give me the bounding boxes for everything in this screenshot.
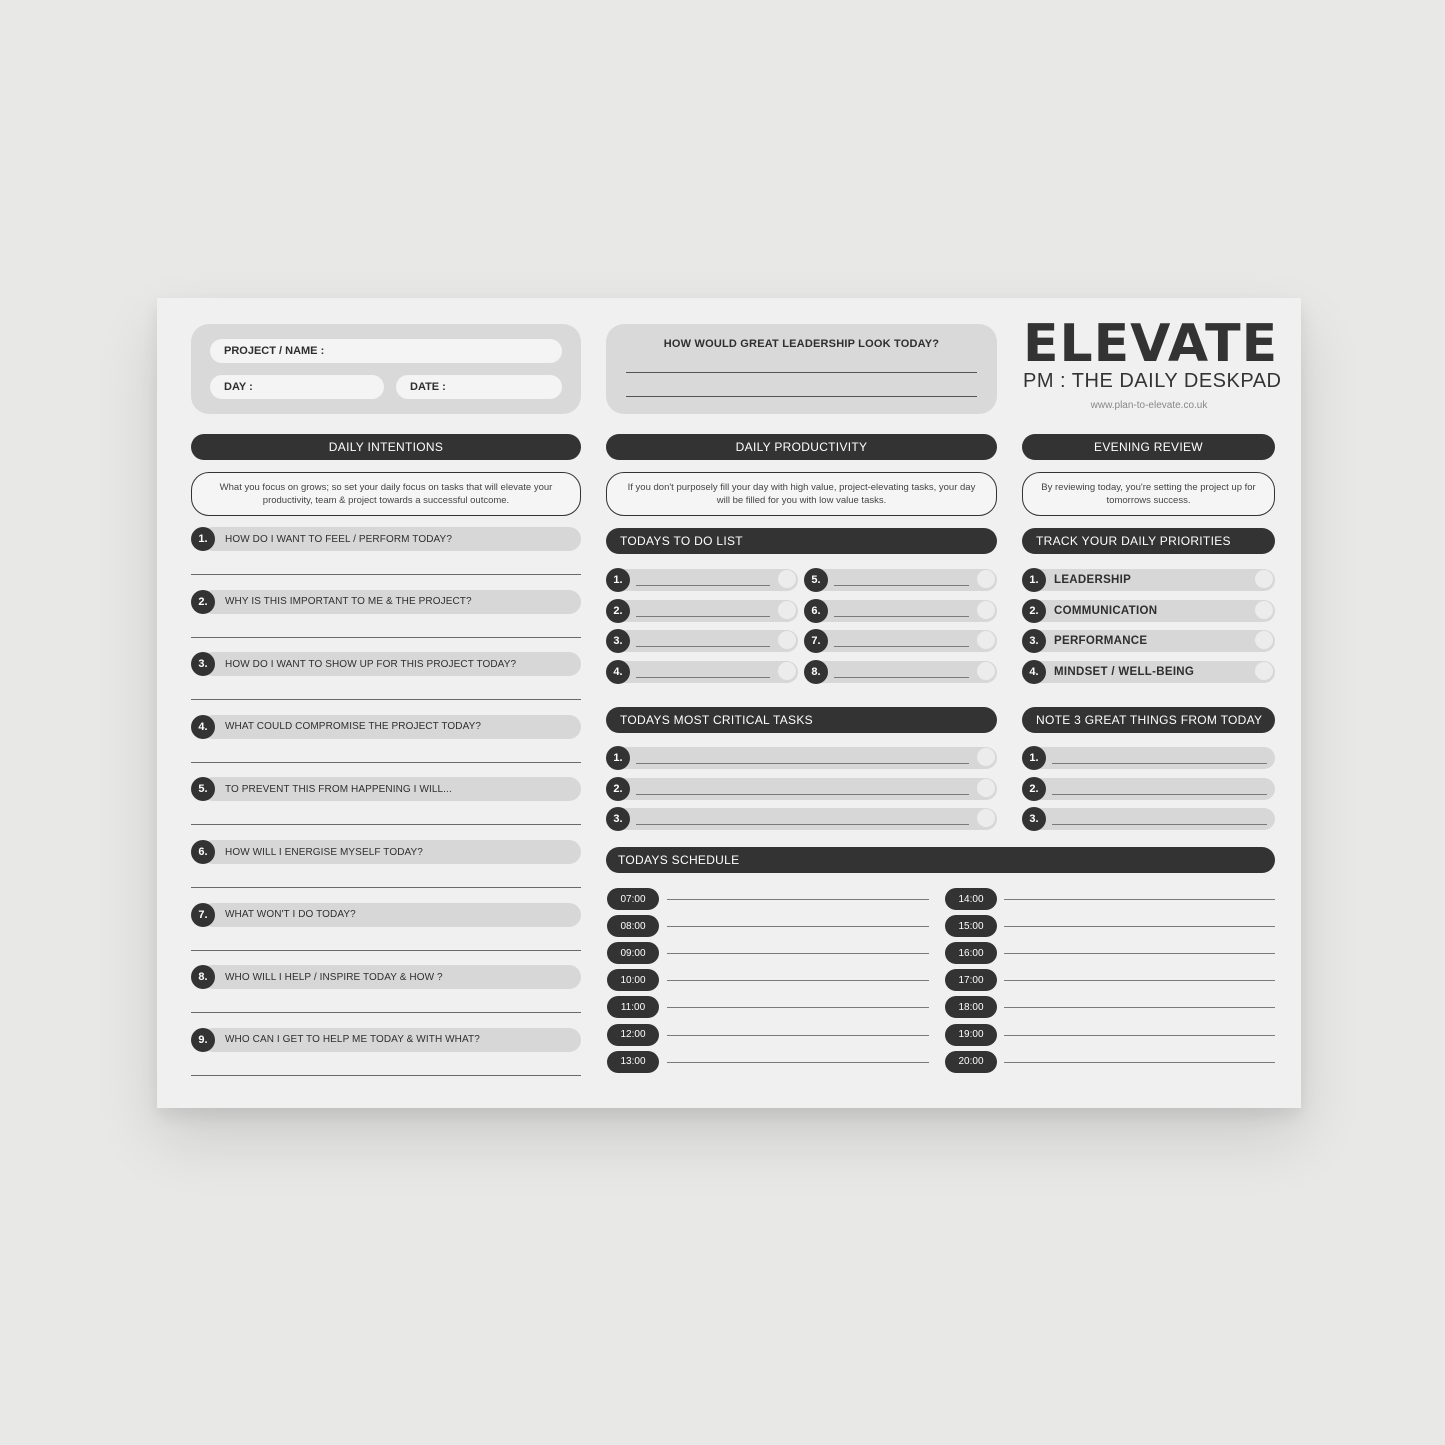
todo-item[interactable] — [606, 568, 798, 592]
priority-item-number: 1. — [1022, 568, 1046, 592]
schedule-line[interactable] — [1004, 1007, 1275, 1008]
checkbox-circle[interactable] — [977, 662, 995, 680]
schedule-line[interactable] — [667, 1007, 929, 1008]
todo-item-number: 3. — [606, 629, 630, 653]
intention-answer-line[interactable] — [191, 574, 581, 575]
schedule-time: 19:00 — [945, 1024, 997, 1046]
great-things-heading: NOTE 3 GREAT THINGS FROM TODAY — [1022, 707, 1275, 733]
brand-subtitle: PM : THE DAILY DESKPAD — [1023, 370, 1282, 392]
intention-number: 4. — [191, 715, 215, 739]
checkbox-circle[interactable] — [977, 748, 995, 766]
intention-question-text: WHO CAN I GET TO HELP ME TODAY & WITH WHAT? — [201, 1028, 581, 1052]
todo-item-number: 2. — [606, 599, 630, 623]
schedule-line[interactable] — [667, 1062, 929, 1063]
todo-item-bar — [812, 569, 997, 591]
todo-item-number: 7. — [804, 629, 828, 653]
critical-task-write-line[interactable] — [636, 824, 969, 825]
schedule-line[interactable] — [1004, 1062, 1275, 1063]
great-thing-write-line[interactable] — [1052, 824, 1267, 825]
date-label: DATE : — [410, 381, 446, 393]
todo-item[interactable] — [804, 660, 997, 684]
schedule-line[interactable] — [667, 926, 929, 927]
todo-item-write-line[interactable] — [636, 677, 770, 678]
checkbox-circle[interactable] — [977, 601, 995, 619]
todo-item[interactable] — [606, 599, 798, 623]
schedule-line[interactable] — [1004, 953, 1275, 954]
evening-review-heading: EVENING REVIEW — [1022, 434, 1275, 460]
critical-task[interactable] — [606, 777, 997, 801]
schedule-line[interactable] — [667, 980, 929, 981]
schedule-line[interactable] — [667, 899, 929, 900]
day-label: DAY : — [224, 381, 253, 393]
todo-item-write-line[interactable] — [636, 616, 770, 617]
great-thing-write-line[interactable] — [1052, 794, 1267, 795]
intention-question — [191, 1028, 581, 1052]
intention-question-text: TO PREVENT THIS FROM HAPPENING I WILL... — [201, 777, 581, 801]
intention-question — [191, 715, 581, 739]
schedule-line[interactable] — [1004, 980, 1275, 981]
intention-question-text: WHAT WON'T I DO TODAY? — [201, 903, 581, 927]
schedule-time: 20:00 — [945, 1051, 997, 1073]
todo-item[interactable] — [804, 568, 997, 592]
great-thing[interactable] — [1022, 746, 1275, 770]
todo-item-write-line[interactable] — [834, 616, 969, 617]
todo-item-write-line[interactable] — [834, 677, 969, 678]
critical-task-write-line[interactable] — [636, 763, 969, 764]
todo-item-number: 8. — [804, 660, 828, 684]
priority-item-label: PERFORMANCE — [1054, 635, 1148, 648]
todo-item-bar — [812, 661, 997, 683]
todo-item-number: 6. — [804, 599, 828, 623]
great-thing-bar — [1030, 808, 1275, 830]
intention-answer-line[interactable] — [191, 637, 581, 638]
daily-intentions-heading: DAILY INTENTIONS — [191, 434, 581, 460]
deskpad-sheet — [157, 298, 1301, 1108]
day-field[interactable] — [210, 375, 384, 399]
schedule-heading: TODAYS SCHEDULE — [606, 847, 1275, 873]
todo-item-bar — [812, 600, 997, 622]
todo-item[interactable] — [804, 629, 997, 653]
schedule-line[interactable] — [667, 953, 929, 954]
checkbox-circle[interactable] — [778, 662, 796, 680]
daily-productivity-heading: DAILY PRODUCTIVITY — [606, 434, 997, 460]
priority-item-label: COMMUNICATION — [1054, 604, 1158, 617]
checkbox-circle[interactable] — [1255, 601, 1273, 619]
intention-number: 5. — [191, 777, 215, 801]
productivity-note-text: If you don't purposely fill your day with high value, project-elevating tasks, your day will be filled for you with low value tasks. — [627, 482, 976, 506]
intention-number: 9. — [191, 1028, 215, 1052]
schedule-time: 17:00 — [945, 969, 997, 991]
intention-answer-line[interactable] — [191, 887, 581, 888]
intention-answer-line[interactable] — [191, 762, 581, 763]
brand-url: www.plan-to-elevate.co.uk — [1090, 400, 1208, 411]
evening-note-text: By reviewing today, you're setting the project up for tomorrows success. — [1041, 482, 1256, 506]
intentions-note-text: What you focus on grows; so set your daily focus on tasks that will elevate your productivity, team & project towards a successful outcome. — [219, 482, 553, 506]
intention-number: 7. — [191, 903, 215, 927]
critical-task-bar — [614, 808, 997, 830]
schedule-time: 11:00 — [607, 996, 659, 1018]
critical-tasks-heading: TODAYS MOST CRITICAL TASKS — [606, 707, 997, 733]
priority-item-number: 2. — [1022, 599, 1046, 623]
intentions-note — [191, 472, 581, 516]
intention-answer-line[interactable] — [191, 950, 581, 951]
critical-task-bar — [614, 778, 997, 800]
critical-task-number: 1. — [606, 746, 630, 770]
schedule-line[interactable] — [1004, 926, 1275, 927]
schedule-time: 10:00 — [607, 969, 659, 991]
intention-question — [191, 840, 581, 864]
schedule-time: 14:00 — [945, 888, 997, 910]
intention-question — [191, 527, 581, 551]
evening-note — [1022, 472, 1275, 516]
intention-answer-line[interactable] — [191, 824, 581, 825]
checkbox-circle[interactable] — [778, 601, 796, 619]
great-thing[interactable] — [1022, 807, 1275, 831]
great-thing-bar — [1030, 778, 1275, 800]
intention-question — [191, 652, 581, 676]
priority-item-number: 4. — [1022, 660, 1046, 684]
critical-task-write-line[interactable] — [636, 794, 969, 795]
intention-question-text: WHO WILL I HELP / INSPIRE TODAY & HOW ? — [201, 965, 581, 989]
schedule-time: 12:00 — [607, 1024, 659, 1046]
todo-item-number: 1. — [606, 568, 630, 592]
critical-task-number: 3. — [606, 807, 630, 831]
great-thing-number: 1. — [1022, 746, 1046, 770]
intention-question-text: HOW DO I WANT TO FEEL / PERFORM TODAY? — [201, 527, 581, 551]
project-info-panel — [191, 324, 581, 414]
intention-question-text: WHY IS THIS IMPORTANT TO ME & THE PROJECT? — [201, 590, 581, 614]
schedule-line[interactable] — [667, 1035, 929, 1036]
priority-item[interactable] — [1022, 568, 1275, 592]
schedule-time: 16:00 — [945, 942, 997, 964]
checkbox-circle[interactable] — [778, 570, 796, 588]
todo-item-write-line[interactable] — [636, 585, 770, 586]
checkbox-circle[interactable] — [1255, 570, 1273, 588]
schedule-line[interactable] — [1004, 1035, 1275, 1036]
priority-item[interactable] — [1022, 660, 1275, 684]
leadership-line-1[interactable] — [626, 372, 977, 373]
todo-item[interactable] — [606, 660, 798, 684]
todo-item-number: 5. — [804, 568, 828, 592]
priorities-heading: TRACK YOUR DAILY PRIORITIES — [1022, 528, 1275, 554]
critical-task[interactable] — [606, 746, 997, 770]
great-thing[interactable] — [1022, 777, 1275, 801]
intention-number: 1. — [191, 527, 215, 551]
priority-item-label: LEADERSHIP — [1054, 574, 1132, 586]
checkbox-circle[interactable] — [977, 779, 995, 797]
priority-item[interactable] — [1022, 629, 1275, 653]
priority-item-number: 3. — [1022, 629, 1046, 653]
intention-question — [191, 777, 581, 801]
schedule-line[interactable] — [1004, 899, 1275, 900]
intention-number: 3. — [191, 652, 215, 676]
schedule-time: 15:00 — [945, 915, 997, 937]
intention-question-text: WHAT COULD COMPROMISE THE PROJECT TODAY? — [201, 715, 581, 739]
intention-answer-line[interactable] — [191, 1012, 581, 1013]
intention-question — [191, 965, 581, 989]
priority-item[interactable] — [1022, 599, 1275, 623]
intention-question-text: HOW WILL I ENERGISE MYSELF TODAY? — [201, 840, 581, 864]
todo-item-bar — [812, 630, 997, 652]
leadership-line-2[interactable] — [626, 396, 977, 397]
critical-task-bar — [614, 747, 997, 769]
intention-number: 8. — [191, 965, 215, 989]
leadership-question: HOW WOULD GREAT LEADERSHIP LOOK TODAY? — [663, 338, 940, 350]
checkbox-circle[interactable] — [1255, 662, 1273, 680]
intention-answer-line[interactable] — [191, 1075, 581, 1076]
todo-heading: TODAYS TO DO LIST — [606, 528, 997, 554]
intention-number: 2. — [191, 590, 215, 614]
schedule-time: 07:00 — [607, 888, 659, 910]
great-thing-number: 2. — [1022, 777, 1046, 801]
intention-answer-line[interactable] — [191, 699, 581, 700]
great-thing-write-line[interactable] — [1052, 763, 1267, 764]
great-thing-number: 3. — [1022, 807, 1046, 831]
critical-task[interactable] — [606, 807, 997, 831]
todo-item-number: 4. — [606, 660, 630, 684]
todo-item-bar — [614, 600, 798, 622]
todo-item-bar — [614, 661, 798, 683]
critical-task-number: 2. — [606, 777, 630, 801]
great-thing-bar — [1030, 747, 1275, 769]
todo-item[interactable] — [606, 629, 798, 653]
todo-item-bar — [614, 569, 798, 591]
schedule-time: 18:00 — [945, 996, 997, 1018]
project-name-label: PROJECT / NAME : — [224, 345, 325, 357]
todo-item-bar — [614, 630, 798, 652]
date-field[interactable] — [396, 375, 562, 399]
todo-item-write-line[interactable] — [636, 646, 770, 647]
schedule-time: 09:00 — [607, 942, 659, 964]
brand-title: ELEVATE — [1023, 314, 1279, 374]
todo-item-write-line[interactable] — [834, 585, 969, 586]
schedule-time: 08:00 — [607, 915, 659, 937]
checkbox-circle[interactable] — [977, 570, 995, 588]
schedule-time: 13:00 — [607, 1051, 659, 1073]
project-name-field[interactable] — [210, 339, 562, 363]
intention-number: 6. — [191, 840, 215, 864]
intention-question — [191, 590, 581, 614]
priority-item-label: MINDSET / WELL-BEING — [1054, 666, 1195, 679]
todo-item[interactable] — [804, 599, 997, 623]
productivity-note — [606, 472, 997, 516]
intention-question — [191, 903, 581, 927]
todo-item-write-line[interactable] — [834, 646, 969, 647]
intention-question-text: HOW DO I WANT TO SHOW UP FOR THIS PROJECT TODAY? — [201, 652, 581, 676]
